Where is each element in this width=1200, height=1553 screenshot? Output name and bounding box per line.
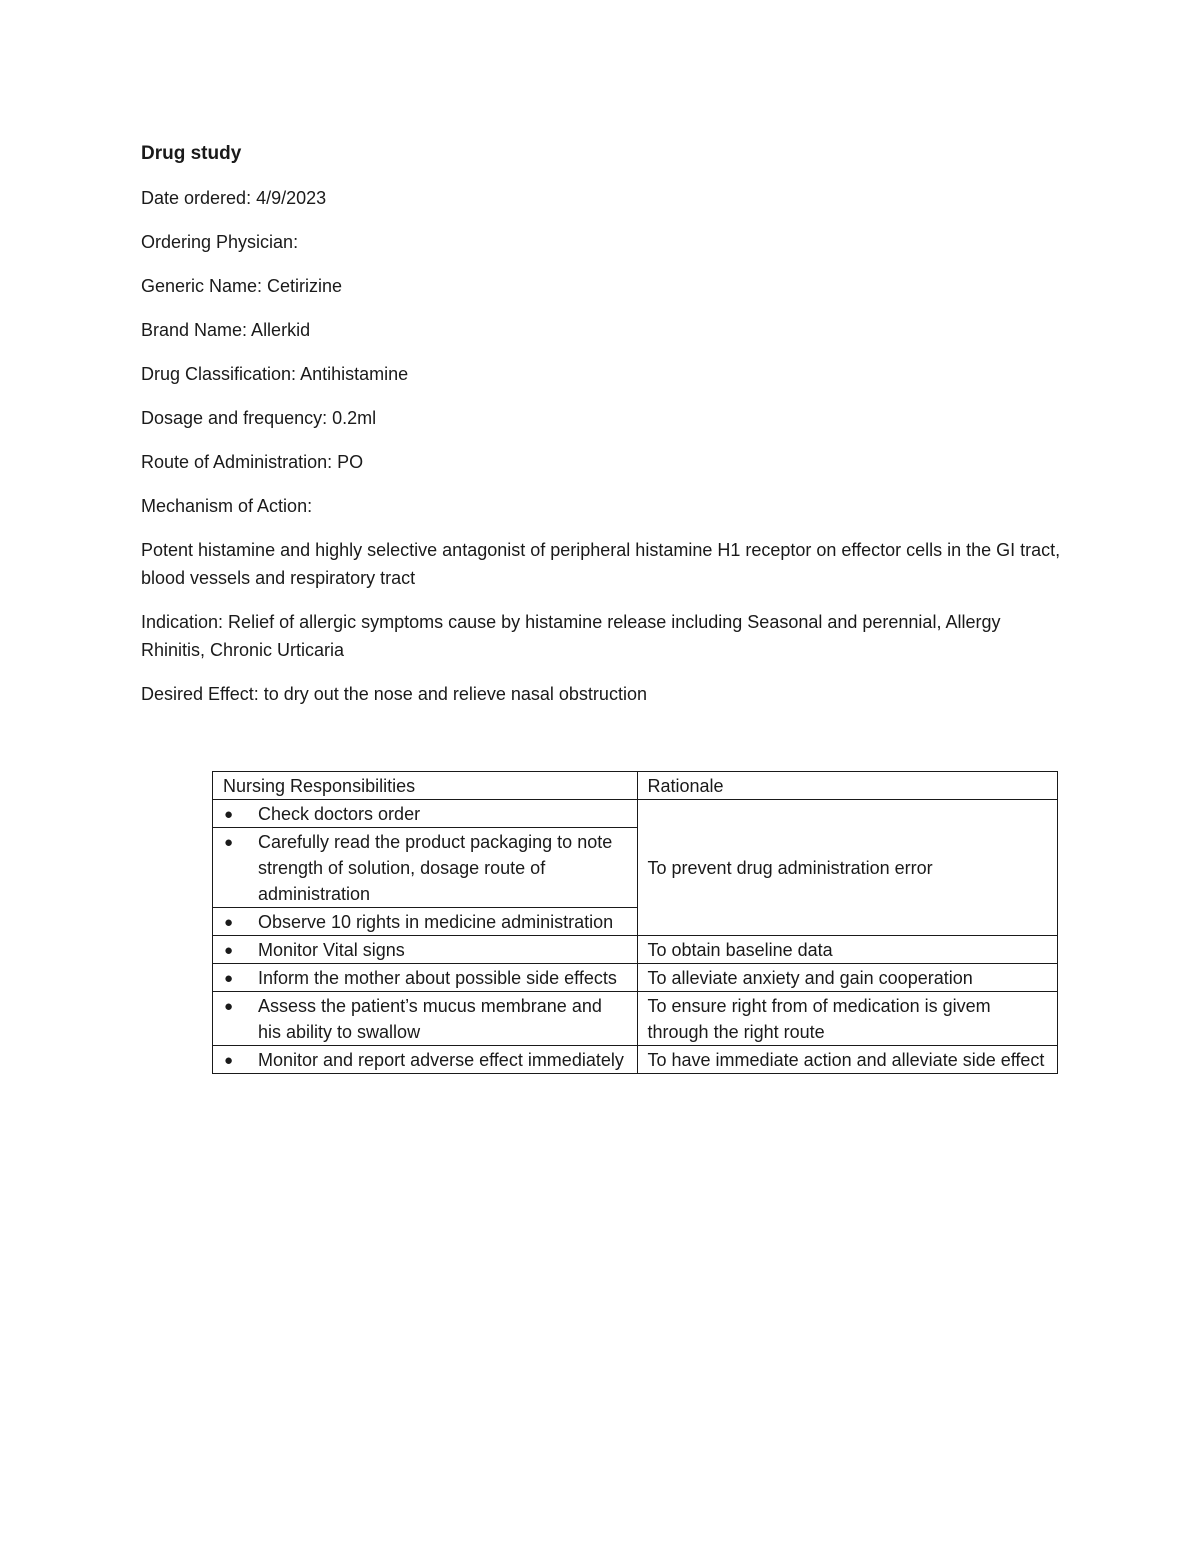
rationale-cell: To prevent drug administration error [637, 800, 1057, 936]
responsibility-text: Carefully read the product packaging to note strength of solution, dosage route of administration [258, 832, 613, 904]
date-ordered-field: Date ordered: 4/9/2023 [141, 188, 327, 208]
responsibility-cell [213, 1046, 638, 1074]
mechanism-of-action-label: Mechanism of Action: [141, 496, 313, 516]
bullet-icon: ● [224, 1052, 234, 1069]
bullet-icon: ● [224, 834, 234, 851]
mechanism-of-action-text: Potent histamine and highly selective antagonist of peripheral histamine H1 receptor on effector cells in the GI tract, blood vessels and respiratory tract [141, 540, 1061, 588]
responsibility-text: Monitor Vital signs [258, 940, 405, 960]
table-row [213, 936, 1058, 964]
rationale-cell: To alleviate anxiety and gain cooperation [637, 964, 1057, 992]
bullet-icon: ● [224, 970, 234, 987]
responsibility-cell [213, 908, 638, 936]
table-row [213, 800, 1058, 828]
responsibilities-table [212, 771, 1058, 1074]
responsibility-text: Observe 10 rights in medicine administration [258, 912, 614, 932]
route-of-administration-field: Route of Administration: PO [141, 452, 364, 472]
drug-classification-field: Drug Classification: Antihistamine [141, 364, 409, 384]
responsibility-cell [213, 992, 638, 1046]
responsibility-text: Check doctors order [258, 804, 421, 824]
table-row [213, 964, 1058, 992]
table-row [213, 992, 1058, 1046]
bullet-icon: ● [224, 998, 234, 1015]
rationale-cell: To obtain baseline data [637, 936, 1057, 964]
responsibility-cell [213, 936, 638, 964]
rationale-cell: To ensure right from of medication is givem through the right route [637, 992, 1057, 1046]
table-row [213, 1046, 1058, 1074]
rationale-cell: To have immediate action and alleviate side effect [637, 1046, 1057, 1074]
responsibility-cell [213, 800, 638, 828]
bullet-icon: ● [224, 806, 234, 823]
header-nursing-responsibilities: Nursing Responsibilities [213, 772, 638, 800]
ordering-physician-field: Ordering Physician: [141, 232, 299, 252]
indication-text: Indication: Relief of allergic symptoms cause by histamine release including Seasonal and perennial, Allergy Rhinitis, Chronic Urticaria [141, 612, 1001, 660]
document-body [141, 140, 1061, 724]
desired-effect-text: Desired Effect: to dry out the nose and relieve nasal obstruction [141, 684, 647, 704]
generic-name-field: Generic Name: Cetirizine [141, 276, 343, 296]
responsibility-text: Monitor and report adverse effect immediately [258, 1050, 624, 1070]
dosage-frequency-field: Dosage and frequency: 0.2ml [141, 408, 377, 428]
responsibility-cell [213, 828, 638, 908]
bullet-icon: ● [224, 914, 234, 931]
responsibility-text: Assess the patient’s mucus membrane and his ability to swallow [258, 996, 602, 1042]
header-rationale: Rationale [637, 772, 1057, 800]
responsibility-cell [213, 964, 638, 992]
document-title: Drug study [141, 143, 242, 164]
nursing-responsibilities-table [212, 771, 1058, 1074]
bullet-icon: ● [224, 942, 234, 959]
table-header-row [213, 772, 1058, 800]
brand-name-field: Brand Name: Allerkid [141, 320, 311, 340]
responsibility-text: Inform the mother about possible side effects [258, 968, 617, 988]
